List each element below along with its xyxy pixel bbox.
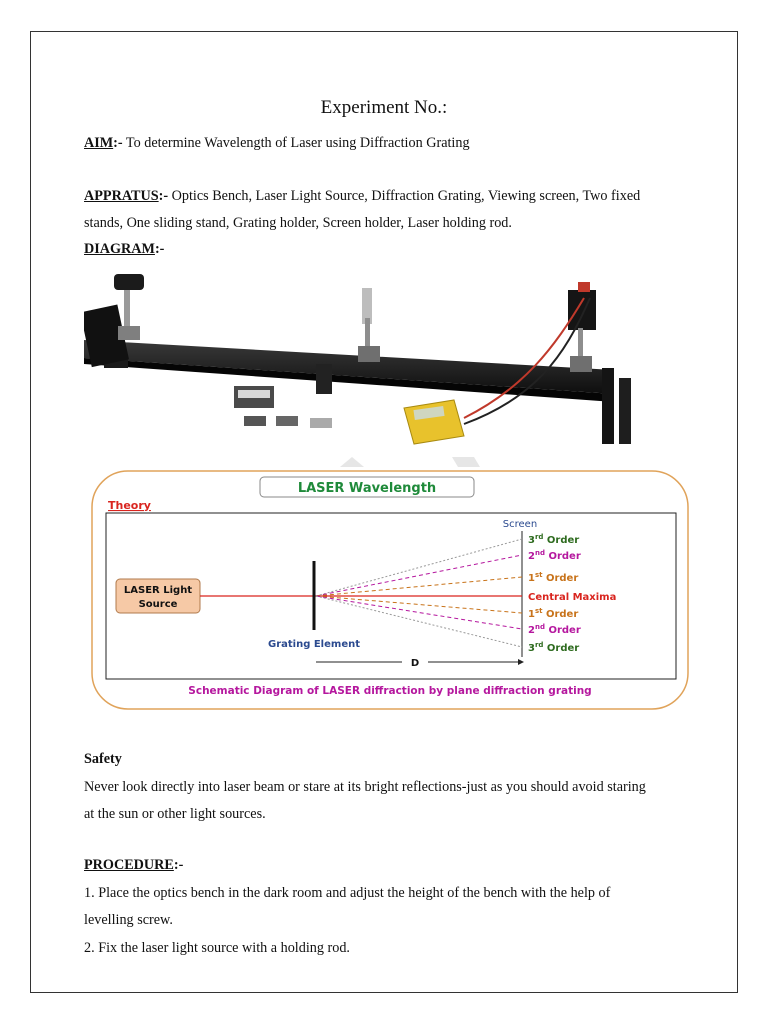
diagram-separator: :- <box>154 241 165 257</box>
multimeter <box>404 400 464 444</box>
apparatus-photo <box>84 268 644 460</box>
order-superscript: st <box>534 607 543 615</box>
apparatus-line-1 <box>84 188 640 205</box>
grating-label: Grating Element <box>268 639 360 650</box>
order-number: 1 <box>528 609 535 620</box>
order-word: Order <box>542 573 579 584</box>
aim-label: AIM <box>84 135 114 151</box>
order-superscript: nd <box>534 623 545 631</box>
aim-separator: :- <box>113 135 123 151</box>
theory-label: Theory <box>108 499 151 512</box>
diagram-heading <box>84 241 164 258</box>
order-superscript: rd <box>534 641 544 649</box>
decorative-arrow-left-icon <box>340 457 364 467</box>
safety-text-2: at the sun or other light sources. <box>84 806 266 822</box>
order-superscript: st <box>534 571 543 579</box>
order-word: Order <box>544 625 581 636</box>
procedure-heading <box>84 857 183 874</box>
screen-label: Screen <box>502 519 538 530</box>
screen-holder <box>568 290 596 330</box>
grating-slide-3 <box>310 418 332 428</box>
wire-red <box>464 298 584 418</box>
order-word: Order <box>542 609 579 620</box>
aim-text: To determine Wavelength of Laser using Diffraction Grating <box>122 135 470 151</box>
laser-head <box>114 274 144 290</box>
screen-stand <box>570 356 592 372</box>
apparatus-text-1: Optics Bench, Laser Light Source, Diffraction Grating, Viewing screen, Two fixed <box>168 188 641 204</box>
order-number: 2 <box>528 551 535 562</box>
clip-red <box>578 282 590 292</box>
apparatus-line-2: stands, One sliding stand, Grating holder, Screen holder, Laser holding rod. <box>84 215 512 231</box>
aim-line <box>84 135 470 152</box>
order-number: 1 <box>528 573 535 584</box>
diagram-label: DIAGRAM <box>84 241 155 257</box>
procedure-step-2: 2. Fix the laser light source with a holding rod. <box>84 940 350 956</box>
laser-stand <box>118 326 140 340</box>
distance-label: D <box>410 658 420 669</box>
grating-slide-1 <box>244 416 266 426</box>
bench-leg-right <box>602 368 614 444</box>
laser-source-label-1: LASER Light <box>123 585 193 596</box>
procedure-step-1-line-2: levelling screw. <box>84 912 173 928</box>
procedure-step-1-line-1: 1. Place the optics bench in the dark room and adjust the height of the bench with the help of <box>84 885 611 901</box>
order-word: Order <box>543 535 580 546</box>
procedure-separator: :- <box>173 857 184 873</box>
order-word: Order <box>544 551 581 562</box>
order-number: 2 <box>528 625 535 636</box>
banner-title: LASER Wavelength <box>297 481 437 496</box>
bench-leg-right-rear <box>619 378 631 444</box>
order-number: 3 <box>528 643 535 654</box>
order-superscript: rd <box>534 533 544 541</box>
procedure-label: PROCEDURE <box>84 857 174 873</box>
laser-source-label-2: Source <box>138 599 178 610</box>
safety-text-1: Never look directly into laser beam or stare at its bright reflections-just as you should avoid staring <box>84 779 646 795</box>
grating-box-label <box>238 390 270 398</box>
order-label: Central Maxima <box>528 592 617 603</box>
apparatus-separator: :- <box>158 188 169 204</box>
order-word: Order <box>543 643 580 654</box>
apparatus-label: APPRATUS <box>84 188 159 204</box>
theory-figure <box>90 455 692 715</box>
safety-heading: Safety <box>84 751 122 767</box>
bench-center-support <box>316 364 332 394</box>
figure-caption: Schematic Diagram of LASER diffraction by plane diffraction grating <box>188 685 592 697</box>
order-superscript: nd <box>534 549 545 557</box>
grating-slide-2 <box>276 416 298 426</box>
decorative-arrow-right-icon <box>452 457 480 467</box>
page-title: Experiment No.: <box>320 97 448 118</box>
grating-stand <box>358 346 380 362</box>
order-number: 3 <box>528 535 535 546</box>
